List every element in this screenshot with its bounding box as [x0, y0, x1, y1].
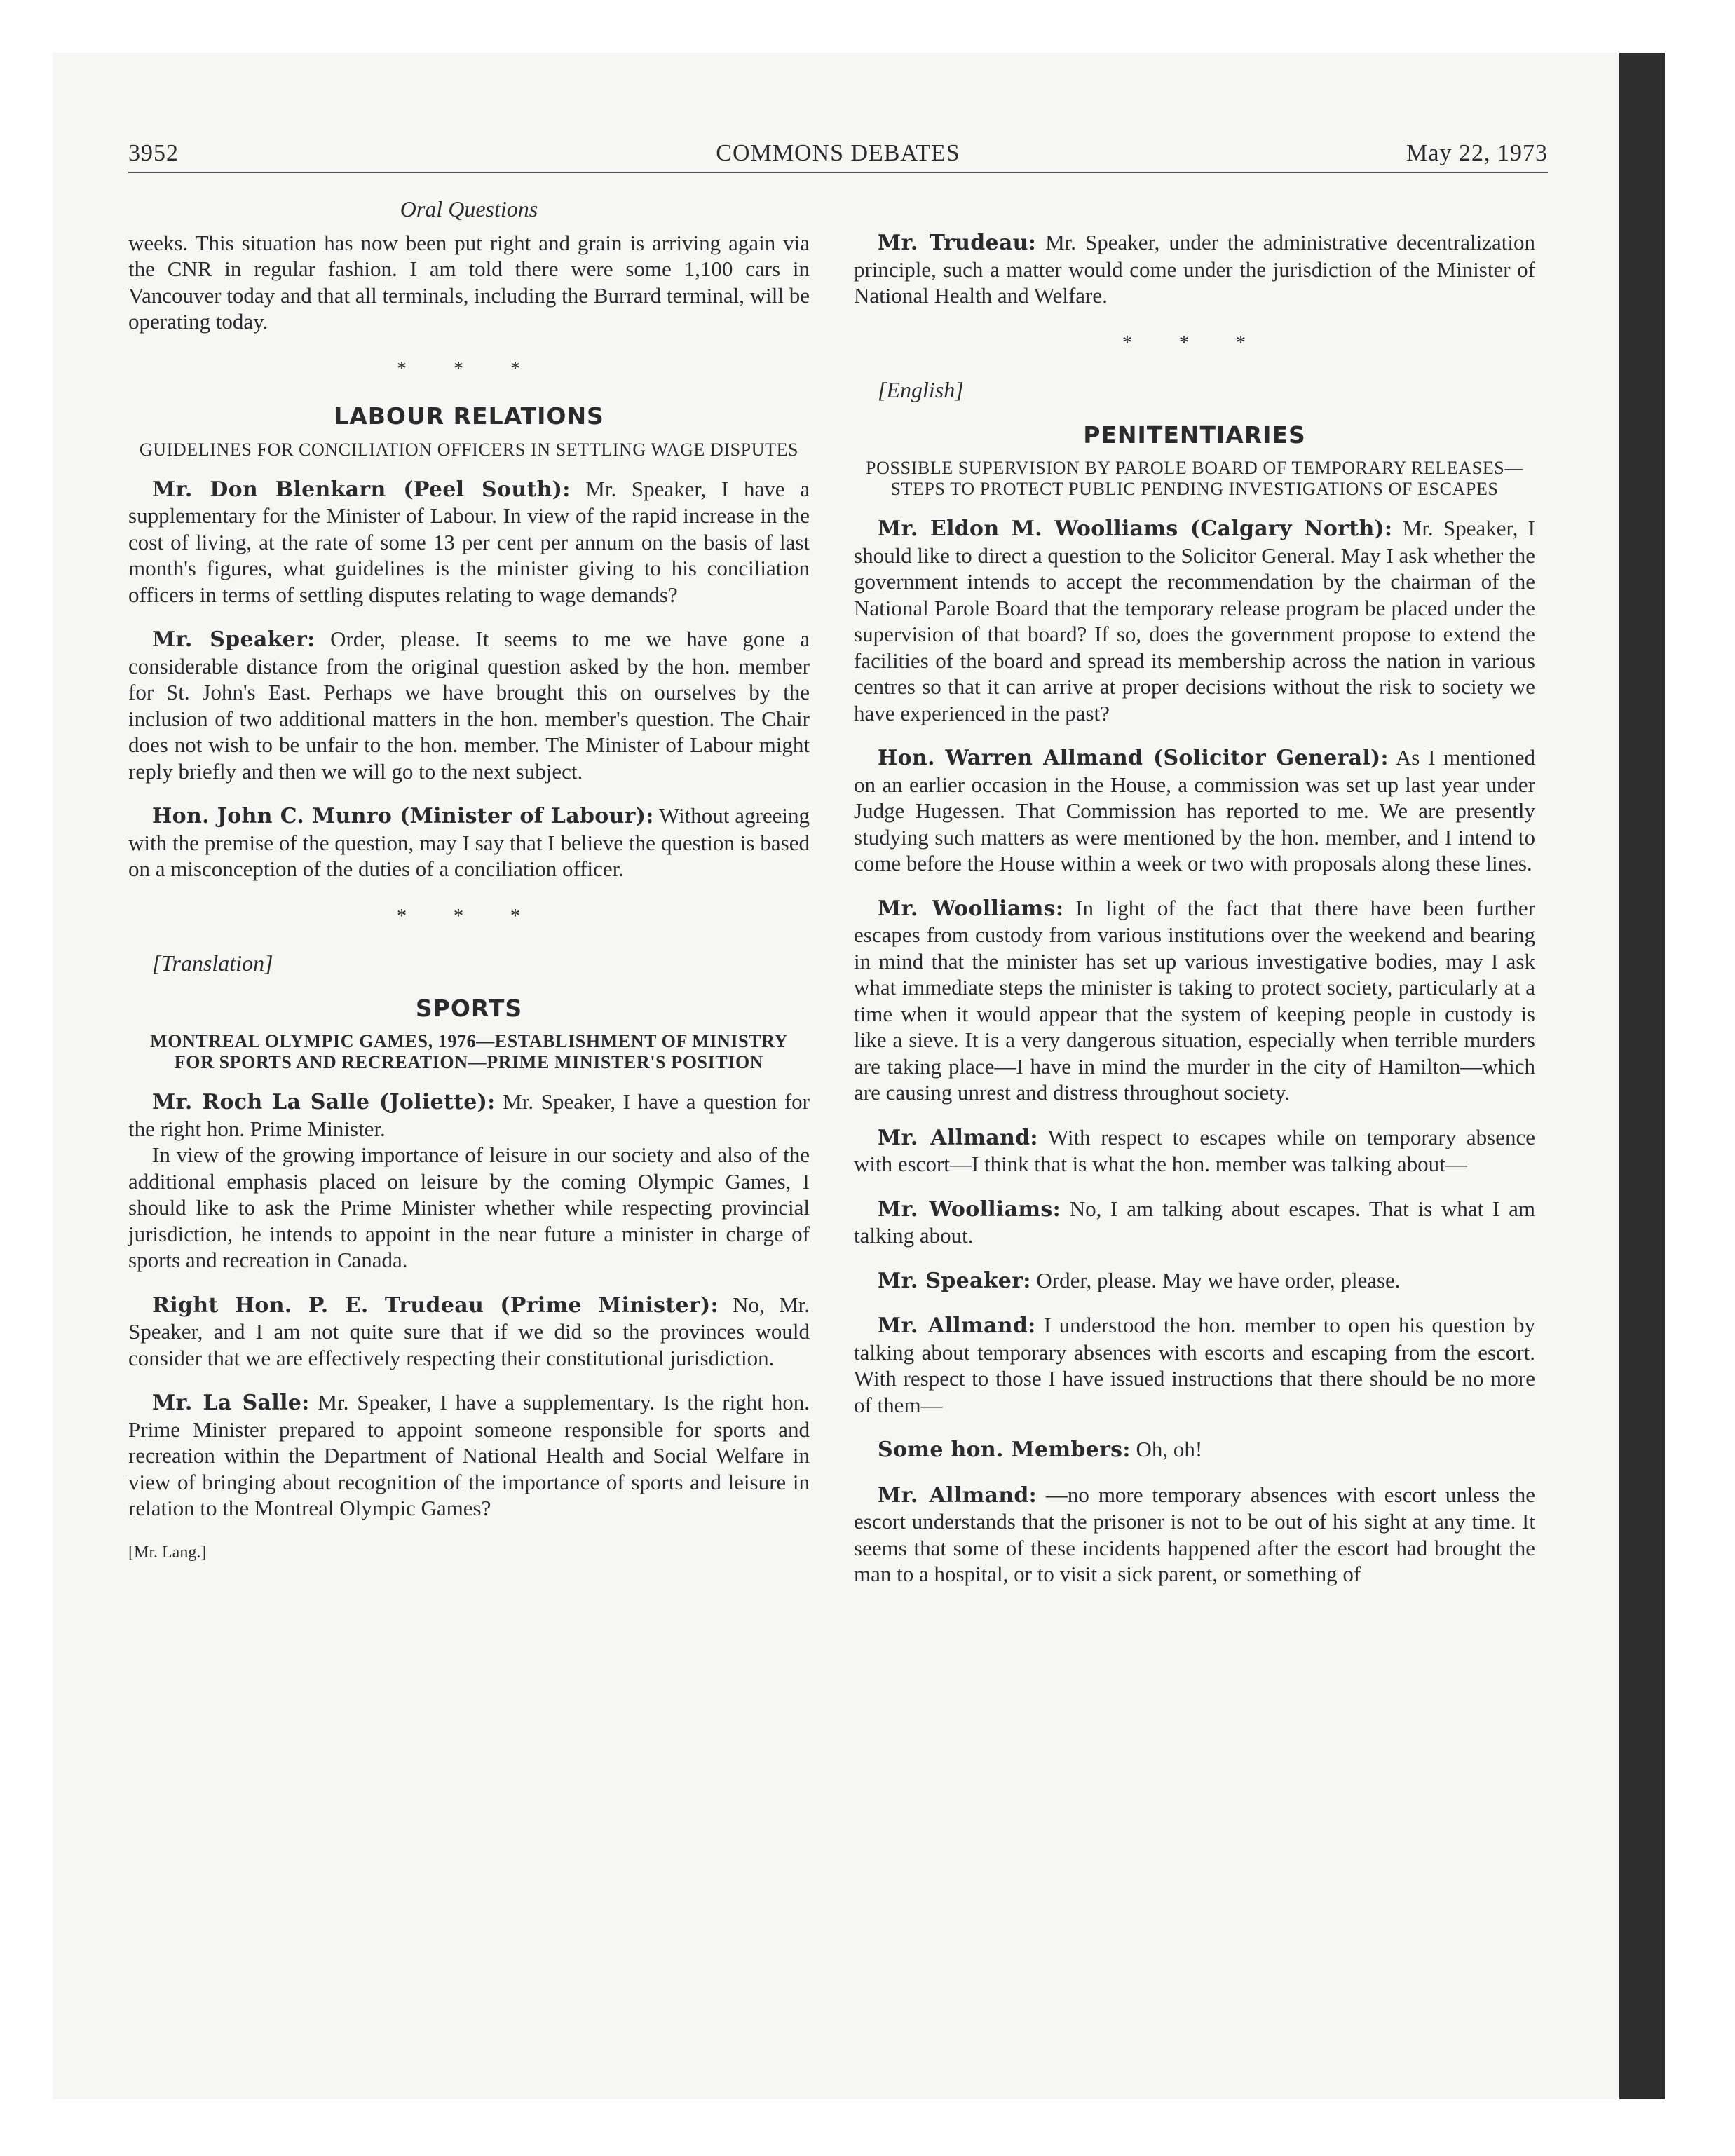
publication-title: COMMONS DEBATES [716, 140, 960, 166]
speaker-name: Right Hon. P. E. Trudeau (Prime Minister): [152, 1292, 719, 1318]
speaker-name: Mr. Don Blenkarn (Peel South): [152, 477, 571, 502]
speech-paragraph [854, 1482, 1535, 1588]
speech-paragraph [854, 1436, 1535, 1464]
speaker-name: Mr. Woolliams: [878, 1196, 1061, 1222]
speech-text: Order, please. May we have order, please. [1030, 1267, 1401, 1292]
speaker-name: Mr. La Salle: [152, 1391, 310, 1415]
speech-paragraph [128, 626, 810, 784]
running-head [128, 140, 1548, 175]
section-separator: * * * [1122, 332, 1267, 354]
speech-paragraph [854, 515, 1535, 726]
speech-text: No, I am talking about escapes. That is what I am talking about. [854, 1196, 1535, 1248]
speech-text: Mr. Speaker, I have a supplementary for the Minister of Labour. In view of the rapid increase in the cost of living, at the rate of some 13 per cent per annum on the basis of last month's figures, what guidelines is the minister giving to his conciliation officers in terms of settling disputes relating to wage demands? [128, 476, 810, 607]
speech-text: Mr. Speaker, I should like to direct a question to the Solicitor General. May I ask whether the government intends to accept the recommendation by the chairman of the National Parole Board that the temporary release program be placed under the supervision of that board? If so, does the government propose to extend the facilities of the board and spread its membership across the nation in various centres so that it can arrive at proper decisions without the risk to society we have experienced in the past? [854, 516, 1535, 725]
speech-paragraph: In view of the growing importance of leisure in our society and also of the additional emphasis placed on leisure by the coming Olympic Games, I should like to ask the Prime Minister whether while respecting provincial jurisdiction, he intends to appoint in the near future a minister in charge of sports and recreation in Canada. [128, 1142, 810, 1272]
speech-paragraph [128, 476, 810, 608]
speech-text: Order, please. It seems to me we have gone a considerable distance from the original question asked by the hon. member for St. John's East. Perhaps we have brought this on ourselves by the inclusion of two additional matters in the hon. member's question. The Chair does not wish to be unfair to the hon. member. The Minister of Labour might reply briefly and then we will go to the next subject. [128, 627, 810, 784]
sports-subheading: MONTREAL OLYMPIC GAMES, 1976—ESTABLISHMENT OF MINISTRY FOR SPORTS AND RECREATION—PRIME MINISTER'S POSITION [150, 1031, 788, 1072]
footer-note: [Mr. Lang.] [128, 1543, 207, 1562]
issue-date: May 22, 1973 [1406, 140, 1548, 166]
speaker-name: Mr. Allmand: [878, 1125, 1038, 1150]
speaker-name: Mr. Woolliams: [878, 896, 1064, 921]
speech-text: Without agreeing with the premise of the question, may I say that I believe the question is based on a misconception of the duties of a conciliation officer. [128, 803, 810, 881]
speech-text: —no more temporary absences with escort unless the escort understands that the prisoner is not to be out of his sight at any time. It seems that some of these incidents happened after the escort had brought the man to a hospital, or to visit a sick parent, or something of [854, 1482, 1535, 1586]
speaker-name: Mr. Allmand: [878, 1482, 1037, 1508]
speech-text: I understood the hon. member to open his question by talking about temporary absences with escorts and escaping from the escort. With respect to those I have issued instructions that there should be no more of them— [854, 1313, 1535, 1417]
penitentiaries-subheading: POSSIBLE SUPERVISION BY PAROLE BOARD OF TEMPORARY RELEASES—STEPS TO PROTECT PUBLIC PENDING INVESTIGATIONS OF ESCAPES [866, 458, 1523, 499]
speech-text: Mr. Speaker, I have a supplementary. Is the right hon. Prime Minister prepared to appoint someone responsible for sports and recreation within the Department of National Health and Social Welfare in view of bringing about recognition of the importance of sports and leisure in relation to the Montreal Olympic Games? [128, 1390, 810, 1520]
section-separator: * * * [397, 357, 541, 380]
speaker-name: Mr. Roch La Salle (Joliette): [152, 1090, 496, 1114]
speech-text: Mr. Speaker, under the administrative decentralization principle, such a matter would come under the jurisdiction of the Minister of National Health and Welfare. [854, 230, 1535, 308]
speech-text: Mr. Speaker, I have a question for the right hon. Prime Minister. [128, 1089, 810, 1141]
speaker-name: Mr. Allmand: [878, 1314, 1036, 1338]
speech-paragraph [854, 744, 1535, 877]
speaker-name: Hon. John C. Munro (Minister of Labour): [152, 804, 654, 828]
speech-paragraph [128, 1292, 810, 1372]
speech-paragraph [128, 803, 810, 882]
speaker-name: Mr. Trudeau: [878, 231, 1037, 255]
speaker-name: Hon. Warren Allmand (Solicitor General): [878, 746, 1389, 770]
speaker-name: Some hon. Members: [878, 1438, 1131, 1462]
speech-text: No, Mr. Speaker, and I am not quite sure that if we did so the provinces would consider that we are effectively respecting their constitutional jurisdiction. [128, 1292, 810, 1370]
speaker-name: Mr. Speaker: [878, 1268, 1031, 1293]
section-separator: * * * [397, 905, 541, 927]
speech-text: In light of the fact that there have been further escapes from custody from various institutions over the weekend and bearing in mind that the minister has set up various investigative bodies, may I ask what immediate steps the minister is taking to protect society, particularly at a time when it would appear that the system of keeping people in custody is like a sieve. It is a very dangerous situation, especially when terrible murders are taking place—I have in mind the murder in the city of Hamilton—which are causing unrest and distress throughout society. [854, 895, 1535, 1105]
speech-text: With respect to escapes while on temporary absence with escort—I think that is what the hon. member was talking about— [854, 1124, 1535, 1176]
intro-paragraph: weeks. This situation has now been put right and grain is arriving again via the CNR in regular fashion. I am told there were some 1,100 cars in Vancouver today and that all terminals, including the Burrard terminal, will be operating today. [128, 230, 810, 334]
section-label: Oral Questions [400, 196, 538, 221]
speech-paragraph [854, 1312, 1535, 1418]
translation-tag: [Translation] [152, 950, 273, 976]
left-column [128, 196, 810, 1566]
speech-paragraph [128, 1389, 810, 1522]
sports-heading: SPORTS [415, 994, 523, 1022]
speech-text: As I mentioned on an earlier occasion in the House, a commission was set up last year under Judge Hugessen. That Commission has reported to me. We are presently studying such matters as were mentioned by the hon. member, and I intend to come before the House within a week or two with proposals along these lines. [854, 745, 1535, 875]
speech-paragraph [854, 1196, 1535, 1249]
page-number: 3952 [128, 140, 179, 166]
speech-paragraph [854, 895, 1535, 1106]
speech-paragraph [854, 1124, 1535, 1178]
speech-paragraph [128, 1089, 810, 1142]
labour-heading: LABOUR RELATIONS [334, 402, 604, 430]
speech-paragraph [854, 1267, 1535, 1295]
speech-text: Oh, oh! [1130, 1437, 1203, 1461]
speech-paragraph [854, 229, 1535, 309]
scan-edge-shadow [1619, 53, 1665, 2099]
speaker-name: Mr. Speaker: [152, 627, 315, 652]
penitentiaries-heading: PENITENTIARIES [1083, 421, 1306, 449]
english-tag: [English] [878, 377, 964, 402]
right-column [854, 196, 1535, 1606]
speaker-name: Mr. Eldon M. Woolliams (Calgary North): [878, 517, 1393, 541]
header-rule [128, 172, 1548, 173]
labour-subheading: GUIDELINES FOR CONCILIATION OFFICERS IN SETTLING WAGE DISPUTES [139, 439, 799, 460]
